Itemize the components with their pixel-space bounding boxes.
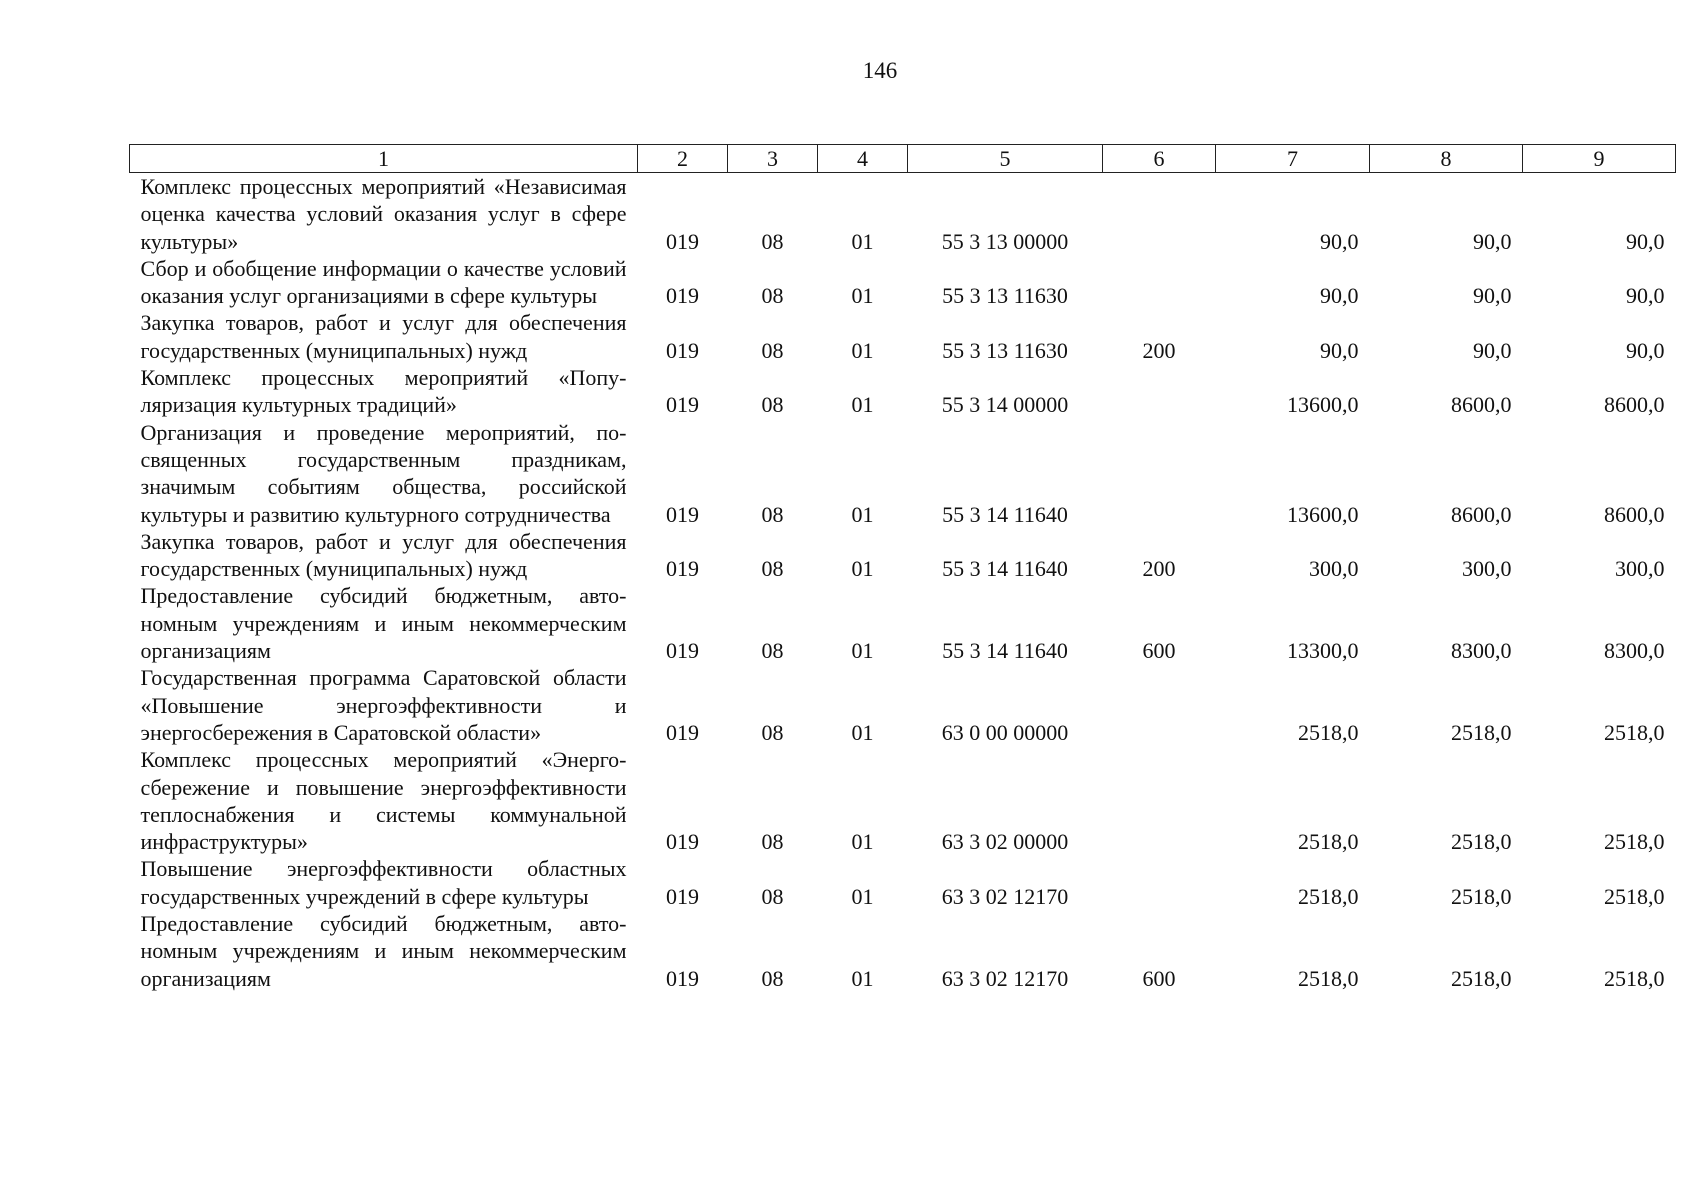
cell-target-article: 63 3 02 00000 (941, 829, 1069, 855)
cell-amount-col8: 2518,0 (1451, 719, 1512, 745)
cell-subsection: 01 (851, 719, 874, 745)
column-header: 2 (638, 145, 728, 173)
cell-ministry-code: 019 (666, 228, 699, 254)
table-header-row (130, 145, 1676, 173)
row-name: Комплекс процессных мероприятий «Независимая оценка качества условий оказания услуг в сфере культуры» (140, 174, 627, 254)
cell-ministry-code: 019 (666, 719, 699, 745)
row-name: Комплекс процессных мероприятий «Энергосбережение и повышение энергоэффективности теплоснабжения и системы коммунальной инфраструктуры» (140, 747, 627, 855)
cell-ministry-code: 019 (666, 829, 699, 855)
cell-expense-type (1103, 255, 1216, 310)
column-header: 6 (1103, 145, 1216, 173)
cell-target-article: 55 3 14 11640 (942, 501, 1068, 527)
cell-amount-col7: 2518,0 (1298, 965, 1359, 991)
cell-amount-col7: 13600,0 (1287, 392, 1359, 418)
table-row (130, 173, 1676, 255)
cell-amount-col7: 90,0 (1320, 283, 1359, 309)
cell-subsection: 01 (851, 965, 874, 991)
cell-amount-col7: 2518,0 (1298, 829, 1359, 855)
cell-expense-type (1103, 746, 1216, 855)
cell-subsection: 01 (851, 283, 874, 309)
cell-section: 08 (761, 501, 784, 527)
cell-amount-col8: 300,0 (1462, 556, 1512, 582)
table-row (130, 664, 1676, 746)
cell-ministry-code: 019 (666, 283, 699, 309)
cell-expense-type: 600 (1142, 638, 1176, 664)
cell-amount-col9: 2518,0 (1604, 883, 1665, 909)
table-row (130, 582, 1676, 664)
cell-amount-col8: 8600,0 (1451, 392, 1512, 418)
cell-amount-col8: 8300,0 (1451, 638, 1512, 664)
cell-subsection: 01 (851, 638, 874, 664)
cell-ministry-code: 019 (666, 501, 699, 527)
table-row (130, 255, 1676, 310)
row-name: Организация и проведение мероприятий, посвященных государственным праздникам, значимым событиям общества, российской культуры и развитию культурного сотрудничества (140, 419, 627, 527)
cell-target-article: 55 3 13 00000 (941, 228, 1069, 254)
cell-subsection: 01 (851, 829, 874, 855)
budget-table (129, 144, 1676, 992)
cell-amount-col8: 2518,0 (1451, 965, 1512, 991)
cell-expense-type (1103, 364, 1216, 419)
table-row (130, 910, 1676, 992)
row-name: Закупка товаров, работ и услуг для обеспечения государственных (муниципальных) нужд (140, 528, 627, 582)
cell-expense-type (1103, 173, 1216, 255)
page-number: 146 (862, 58, 898, 83)
cell-amount-col8: 90,0 (1473, 337, 1512, 363)
cell-section: 08 (761, 556, 784, 582)
cell-target-article: 63 3 02 12170 (941, 883, 1069, 909)
cell-amount-col7: 90,0 (1320, 228, 1359, 254)
cell-amount-col7: 13300,0 (1287, 638, 1359, 664)
cell-amount-col8: 2518,0 (1451, 883, 1512, 909)
cell-amount-col7: 300,0 (1309, 556, 1359, 582)
cell-section: 08 (761, 392, 784, 418)
table-row (130, 364, 1676, 419)
column-header: 7 (1216, 145, 1370, 173)
column-header: 4 (818, 145, 908, 173)
cell-amount-col7: 2518,0 (1298, 719, 1359, 745)
row-name: Комплекс процессных мероприятий «Популяризация культурных традиций» (140, 365, 627, 418)
cell-amount-col9: 2518,0 (1604, 965, 1665, 991)
row-name: Предоставление субсидий бюджетным, автономным учреждениям и иным некоммерческим организациям (140, 911, 627, 991)
cell-amount-col9: 8600,0 (1604, 392, 1665, 418)
cell-section: 08 (761, 883, 784, 909)
cell-amount-col7: 90,0 (1320, 337, 1359, 363)
table-row (130, 855, 1676, 910)
cell-expense-type (1103, 664, 1216, 746)
cell-ministry-code: 019 (666, 965, 699, 991)
cell-expense-type: 200 (1142, 556, 1176, 582)
cell-expense-type (1103, 419, 1216, 528)
cell-subsection: 01 (851, 501, 874, 527)
row-name: Сбор и обобщение информации о качестве условий оказания услуг организациями в сфере культуры (140, 255, 627, 309)
table-row (130, 746, 1676, 855)
cell-target-article: 63 3 02 12170 (941, 965, 1069, 991)
cell-subsection: 01 (851, 337, 874, 363)
column-header: 5 (908, 145, 1103, 173)
row-name: Предоставление субсидий бюджетным, автономным учреждениям и иным некоммерческим организациям (140, 583, 627, 664)
cell-ministry-code: 019 (666, 337, 699, 363)
cell-ministry-code: 019 (666, 392, 699, 418)
cell-subsection: 01 (851, 883, 874, 909)
row-name: Государственная программа Саратовской области «Повышение энергоэффективности и энергосбережения в Саратовской области» (140, 665, 627, 745)
cell-section: 08 (761, 283, 784, 309)
cell-amount-col9: 2518,0 (1604, 829, 1665, 855)
cell-amount-col8: 90,0 (1473, 228, 1512, 254)
cell-target-article: 55 3 14 11640 (942, 556, 1068, 582)
cell-target-article: 63 0 00 00000 (941, 719, 1069, 745)
column-header: 8 (1370, 145, 1523, 173)
cell-section: 08 (761, 829, 784, 855)
row-name: Закупка товаров, работ и услуг для обеспечения государственных (муниципальных) нужд (140, 310, 627, 363)
cell-subsection: 01 (851, 556, 874, 582)
cell-amount-col9: 90,0 (1626, 228, 1665, 254)
table-row (130, 419, 1676, 528)
cell-expense-type: 600 (1142, 965, 1176, 991)
cell-section: 08 (761, 965, 784, 991)
cell-subsection: 01 (851, 228, 874, 254)
cell-amount-col8: 2518,0 (1451, 829, 1512, 855)
cell-amount-col8: 8600,0 (1451, 501, 1512, 527)
cell-ministry-code: 019 (666, 638, 699, 664)
cell-ministry-code: 019 (666, 556, 699, 582)
table-row (130, 528, 1676, 583)
cell-amount-col9: 300,0 (1615, 556, 1665, 582)
cell-section: 08 (761, 638, 784, 664)
column-header: 1 (130, 145, 638, 173)
row-name: Повышение энергоэффективности областных государственных учреждений в сфере культуры (140, 856, 627, 909)
table-row (130, 309, 1676, 364)
column-header: 9 (1523, 145, 1676, 173)
cell-amount-col9: 90,0 (1626, 283, 1665, 309)
cell-section: 08 (761, 228, 784, 254)
cell-target-article: 55 3 14 00000 (941, 392, 1069, 418)
cell-target-article: 55 3 13 11630 (942, 283, 1068, 309)
cell-expense-type (1103, 855, 1216, 910)
cell-subsection: 01 (851, 392, 874, 418)
cell-amount-col9: 2518,0 (1604, 719, 1665, 745)
cell-target-article: 55 3 14 11640 (942, 638, 1068, 664)
cell-expense-type: 200 (1142, 337, 1176, 363)
cell-target-article: 55 3 13 11630 (942, 337, 1068, 363)
cell-amount-col8: 90,0 (1473, 283, 1512, 309)
cell-amount-col7: 13600,0 (1287, 501, 1359, 527)
cell-section: 08 (761, 719, 784, 745)
cell-amount-col7: 2518,0 (1298, 883, 1359, 909)
cell-amount-col9: 8300,0 (1604, 638, 1665, 664)
cell-ministry-code: 019 (666, 883, 699, 909)
column-header: 3 (728, 145, 818, 173)
cell-amount-col9: 90,0 (1626, 337, 1665, 363)
cell-section: 08 (761, 337, 784, 363)
cell-amount-col9: 8600,0 (1604, 501, 1665, 527)
